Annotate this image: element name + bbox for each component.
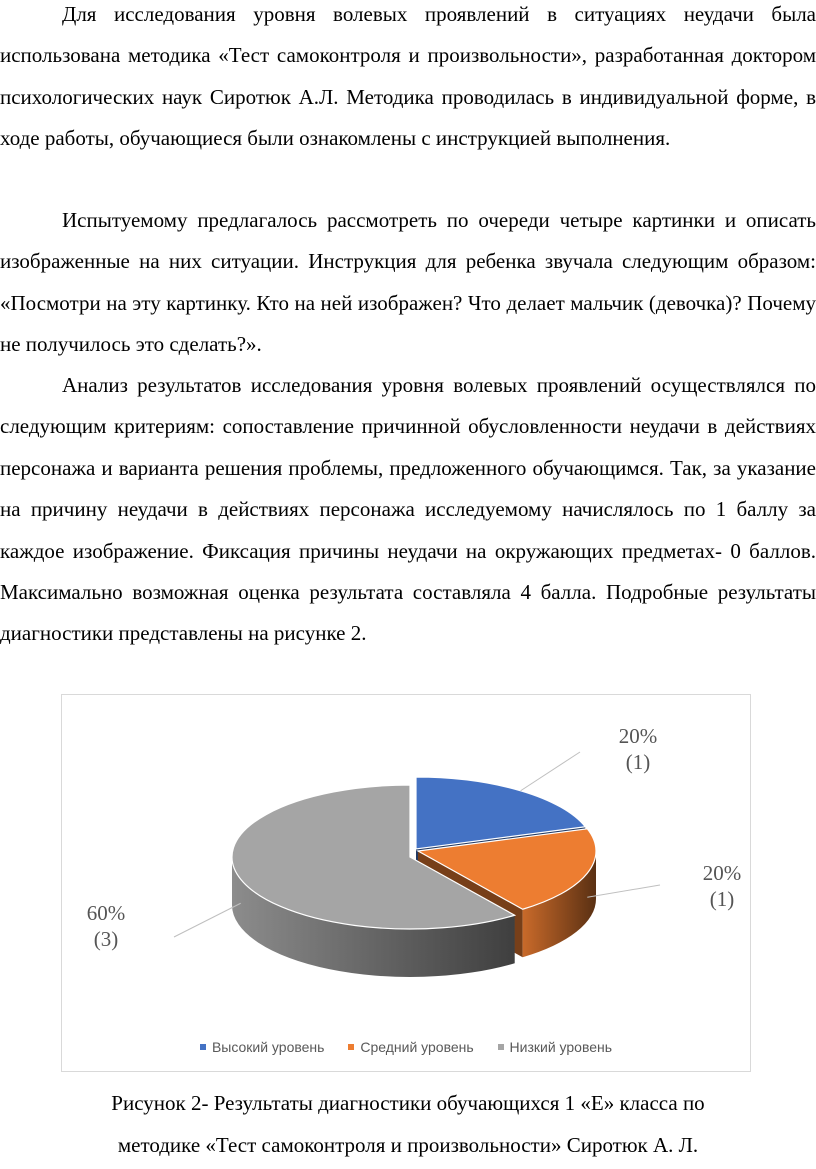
chart-legend [62, 1039, 750, 1055]
legend-item-low [498, 1039, 613, 1055]
data-label-count-low: (3) [93, 927, 119, 951]
data-label-percent-medium: 20% [702, 861, 742, 885]
data-label-count-high: (1) [625, 750, 651, 774]
legend-label-low: Низкий уровень [509, 1039, 613, 1055]
leader-line-medium [587, 885, 660, 897]
paragraph-instruction: Испытуемому предлагалось рассмотреть по очереди четыре картинки и описать изображенные на них ситуации. Инструкция для ребенка звучала следующим образом: «Посмотри на эту картинку. Кто на ней изображен? Что делает мальчик (девочка)? Почему не получилось это сделать?». [0, 208, 816, 357]
paragraph-analysis: Анализ результатов исследования уровня волевых проявлений осуществлялся по следующим критериям: сопоставление причинной обусловленности неудачи в действиях персонажа и варианта решения проблемы, предложенного обучающимся. Так, за указание на причину неудачи в действиях персонажа исследуемому начислялось по 1 баллу за каждое изображение. Фиксация причины неудачи на окружающих предметах- 0 баллов. Максимально возможная оценка результата составляла 4 балла. Подробные результаты диагностики представлены на рисунке 2. [0, 373, 816, 646]
leader-line-low [174, 903, 241, 937]
legend-label-high: Высокий уровень [211, 1039, 325, 1055]
figure-caption-line-1: Рисунок 2- Результаты диагностики обучающихся 1 «Е» класса по [111, 1091, 705, 1115]
legend-label-medium: Средний уровень [360, 1039, 474, 1055]
legend-item-medium [348, 1039, 473, 1055]
legend-item-high [200, 1039, 325, 1055]
pie-chart-figure [61, 694, 751, 1072]
legend-swatch-high [200, 1044, 206, 1050]
figure-caption-line-2: методике «Тест самоконтроля и произвольности» Сиротюк А. Л. [117, 1133, 699, 1157]
paragraph-method: Для исследования уровня волевых проявлений в ситуациях неудачи была использована методика «Тест самоконтроля и произвольности», разработанная доктором психологических наук Сиротюк А.Л. Методика проводилась в индивидуальной форме, в ходе работы, обучающиеся были ознакомлены с инструкцией выполнения. [0, 2, 816, 151]
legend-swatch-low [498, 1044, 504, 1050]
legend-swatch-medium [348, 1044, 354, 1050]
data-label-count-medium: (1) [709, 887, 735, 911]
leader-line-high [521, 752, 580, 791]
data-label-percent-low: 60% [86, 901, 126, 925]
pie-chart [62, 695, 750, 1035]
data-label-percent-high: 20% [618, 724, 658, 748]
